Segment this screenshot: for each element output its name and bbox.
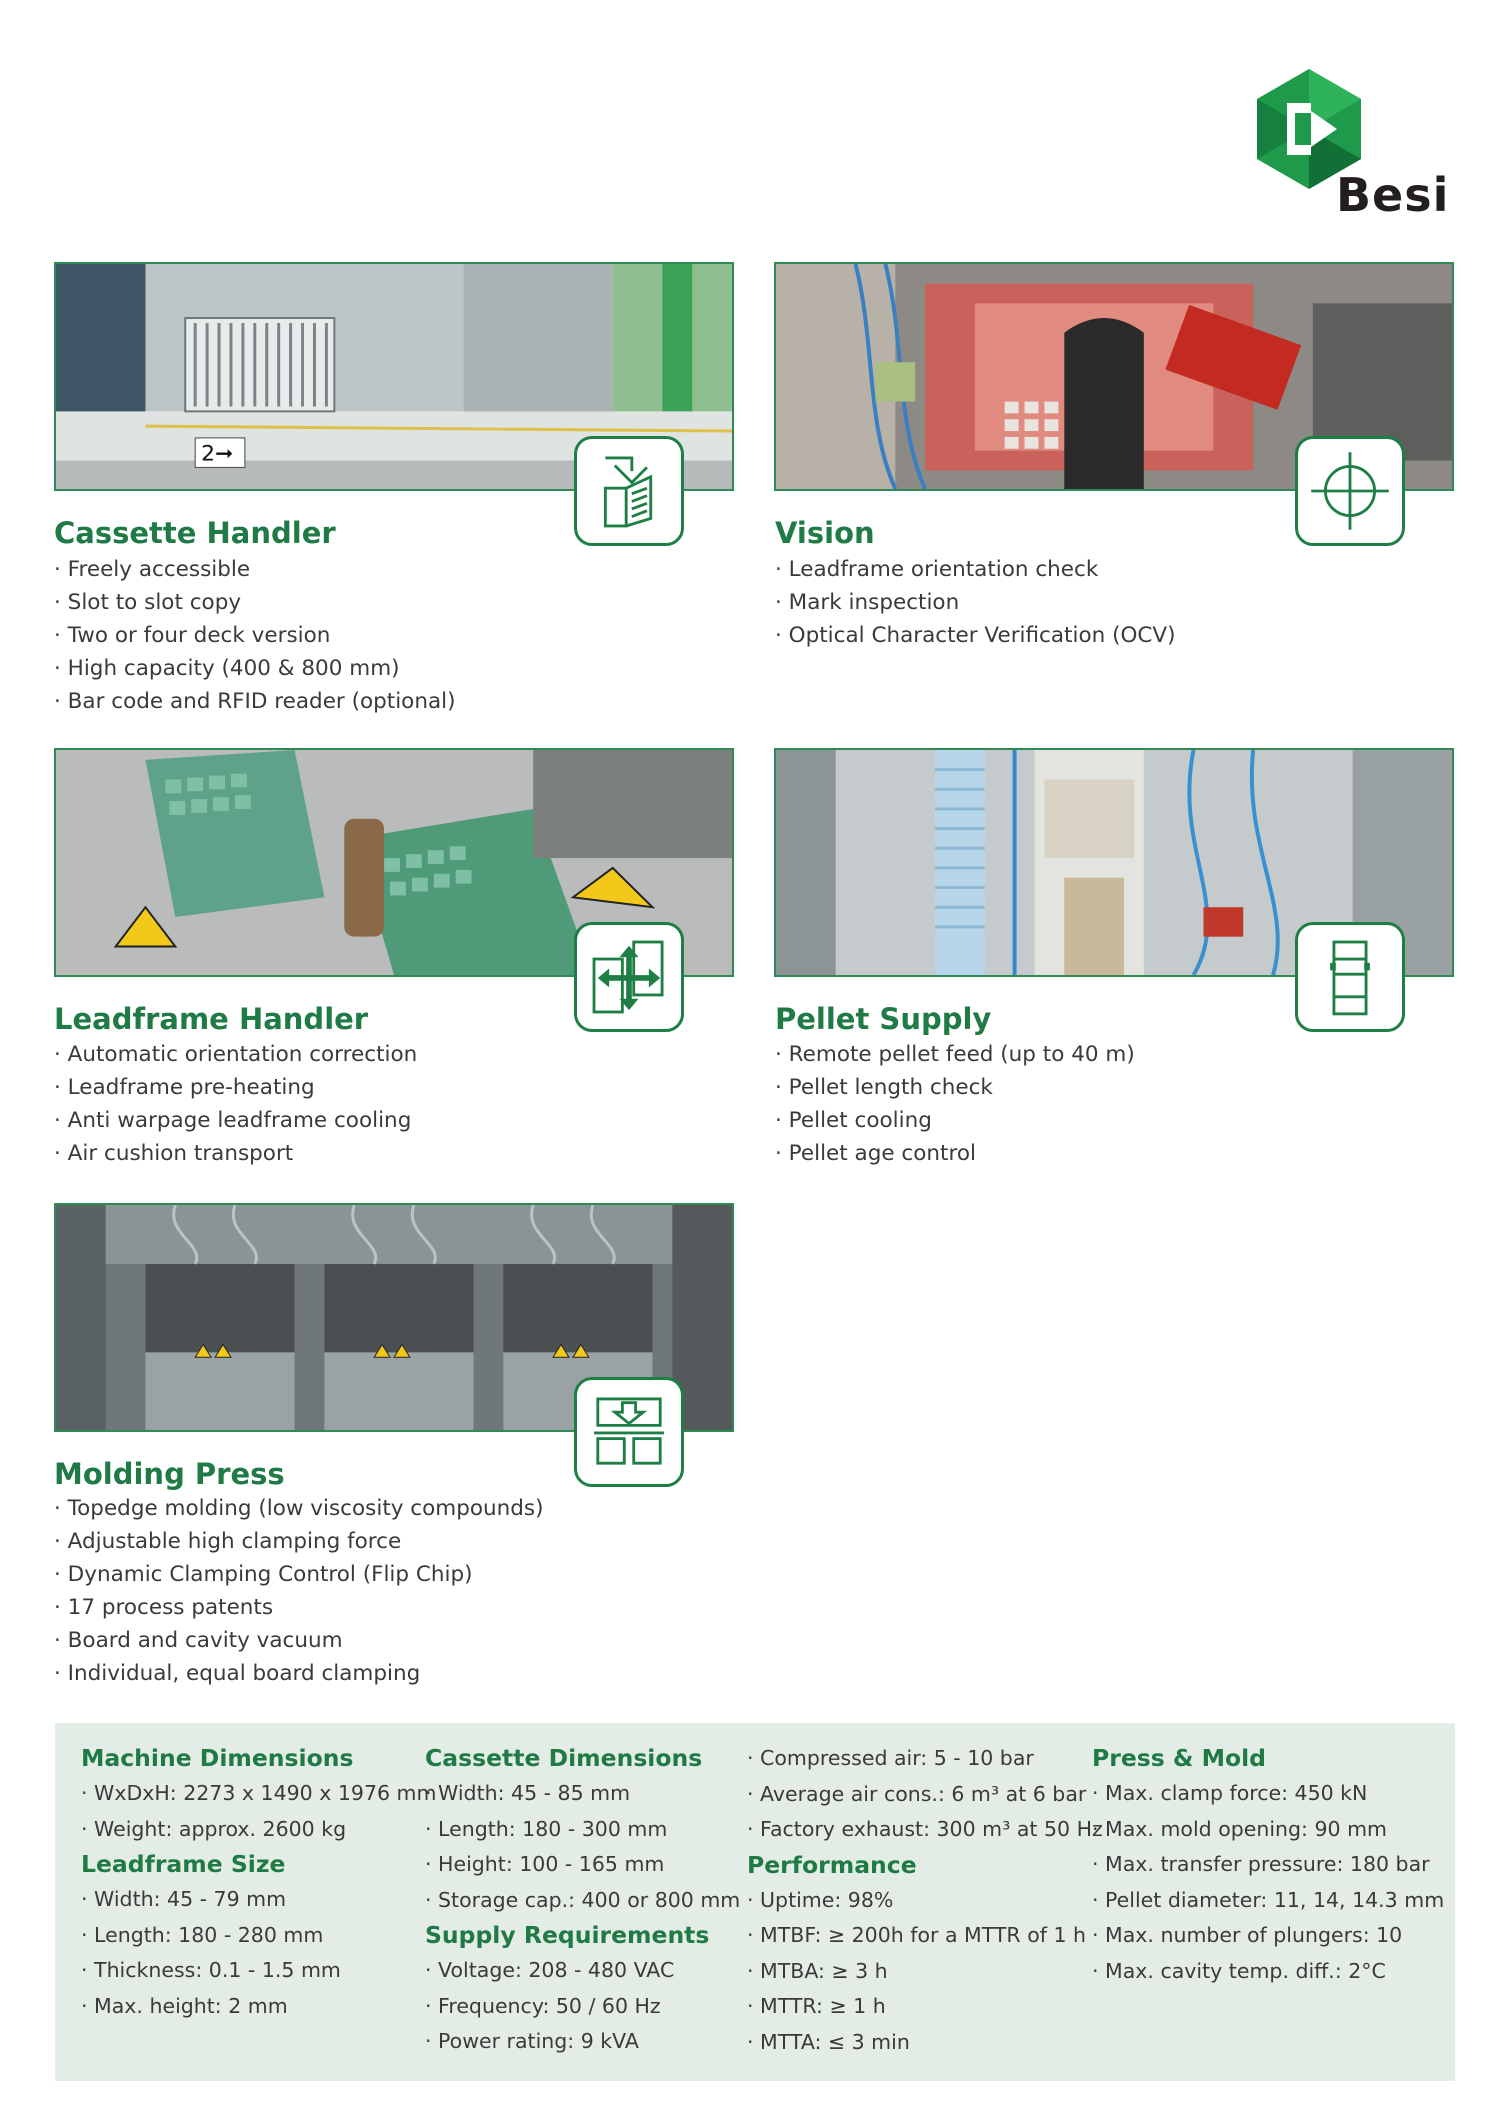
leadframe-size-heading: Leadframe Size — [81, 1850, 286, 1878]
press-mold-heading: Press & Mold — [1092, 1744, 1266, 1772]
spec-item: · MTBF: ≥ 200h for a MTTR of 1 h — [747, 1918, 1103, 1954]
cassette-dimensions-heading: Cassette Dimensions — [425, 1744, 703, 1772]
list-item: · Remote pellet feed (up to 40 m) — [775, 1038, 1135, 1071]
list-item: · Pellet age control — [775, 1137, 1135, 1170]
list-item: · Optical Character Verification (OCV) — [775, 619, 1175, 652]
list-item: · Bar code and RFID reader (optional) — [54, 685, 456, 718]
list-item: · High capacity (400 & 800 mm) — [54, 652, 456, 685]
spec-item: · Power rating: 9 kVA — [425, 2024, 740, 2060]
performance-heading: Performance — [747, 1850, 917, 1879]
spec-item: · Voltage: 208 - 480 VAC — [425, 1953, 740, 1989]
spec-item: · Factory exhaust: 300 m³ at 50 Hz — [747, 1812, 1103, 1848]
spec-item: · Average air cons.: 6 m³ at 6 bar — [747, 1777, 1103, 1813]
cassette-handler-list — [54, 553, 456, 718]
list-item: · Board and cavity vacuum — [54, 1624, 544, 1657]
spec-item: · Width: 45 - 79 mm — [81, 1882, 437, 1918]
leadframe-handler-title: Leadframe Handler — [54, 1002, 369, 1036]
spec-item: · Length: 180 - 300 mm — [425, 1812, 740, 1848]
list-item: · Air cushion transport — [54, 1137, 417, 1170]
spec-item: · Max. transfer pressure: 180 bar — [1092, 1847, 1444, 1883]
photo-label: 2➞ — [201, 441, 234, 467]
pellet-supply-list — [775, 1038, 1135, 1170]
list-item: · Pellet cooling — [775, 1104, 1135, 1137]
spec-item: · Max. clamp force: 450 kN — [1092, 1776, 1444, 1812]
spec-item: · MTTR: ≥ 1 h — [747, 1989, 1103, 2025]
pellet-tube-icon — [1295, 922, 1405, 1032]
spec-item: · MTBA: ≥ 3 h — [747, 1954, 1103, 1990]
list-item: · Leadframe orientation check — [775, 553, 1175, 586]
spec-item: · Max. number of plungers: 10 — [1092, 1918, 1444, 1954]
cassette-stack-icon — [574, 436, 684, 546]
list-item: · Anti warpage leadframe cooling — [54, 1104, 417, 1137]
cassette-handler-title: Cassette Handler — [54, 516, 336, 550]
spec-item: · Length: 180 - 280 mm — [81, 1918, 437, 1954]
spec-item: · MTTA: ≤ 3 min — [747, 2025, 1103, 2061]
list-item: · Individual, equal board clamping — [54, 1657, 544, 1690]
spec-column-4 — [1092, 1741, 1444, 1989]
list-item: · Leadframe pre-heating — [54, 1071, 417, 1104]
spec-item: · Max. cavity temp. diff.: 2°C — [1092, 1954, 1444, 1990]
specifications-panel — [55, 1723, 1455, 2081]
spec-item: · Frequency: 50 / 60 Hz — [425, 1989, 740, 2025]
move-arrows-icon — [574, 922, 684, 1032]
list-item: · Slot to slot copy — [54, 586, 456, 619]
list-item: · Pellet length check — [775, 1071, 1135, 1104]
spec-item: · Thickness: 0.1 - 1.5 mm — [81, 1953, 437, 1989]
spec-item: · Storage cap.: 400 or 800 mm — [425, 1883, 740, 1919]
supply-requirements-heading: Supply Requirements — [425, 1921, 710, 1949]
spec-column-3 — [747, 1741, 1103, 2060]
molding-press-title: Molding Press — [54, 1457, 285, 1491]
spec-item: · Height: 100 - 165 mm — [425, 1847, 740, 1883]
molding-press-list — [54, 1492, 544, 1690]
list-item: · Automatic orientation correction — [54, 1038, 417, 1071]
list-item: · 17 process patents — [54, 1591, 544, 1624]
list-item: · Topedge molding (low viscosity compounds) — [54, 1492, 544, 1525]
press-mold-icon — [574, 1377, 684, 1487]
list-item: · Mark inspection — [775, 586, 1175, 619]
list-item: · Dynamic Clamping Control (Flip Chip) — [54, 1558, 544, 1591]
spec-item: · Pellet diameter: 11, 14, 14.3 mm — [1092, 1883, 1444, 1919]
list-item: · Adjustable high clamping force — [54, 1525, 544, 1558]
leadframe-handler-list — [54, 1038, 417, 1170]
spec-item: · Width: 45 - 85 mm — [425, 1776, 740, 1812]
spec-item: · Compressed air: 5 - 10 bar — [747, 1741, 1103, 1777]
spec-item: · Max. height: 2 mm — [81, 1989, 437, 2025]
list-item: · Two or four deck version — [54, 619, 456, 652]
spec-column-1 — [81, 1741, 437, 2024]
crosshair-icon — [1295, 436, 1405, 546]
spec-item: · Weight: approx. 2600 kg — [81, 1812, 437, 1848]
spec-item: · Uptime: 98% — [747, 1883, 1103, 1919]
vision-title: Vision — [775, 516, 875, 550]
spec-item: · Max. mold opening: 90 mm — [1092, 1812, 1444, 1848]
vision-list — [775, 553, 1175, 652]
spec-item: · WxDxH: 2273 x 1490 x 1976 mm — [81, 1776, 437, 1812]
pellet-supply-title: Pellet Supply — [775, 1002, 992, 1036]
spec-column-2 — [425, 1741, 740, 2060]
list-item: · Freely accessible — [54, 553, 456, 586]
machine-dimensions-heading: Machine Dimensions — [81, 1744, 354, 1772]
brand-name: Besi — [1336, 168, 1450, 222]
